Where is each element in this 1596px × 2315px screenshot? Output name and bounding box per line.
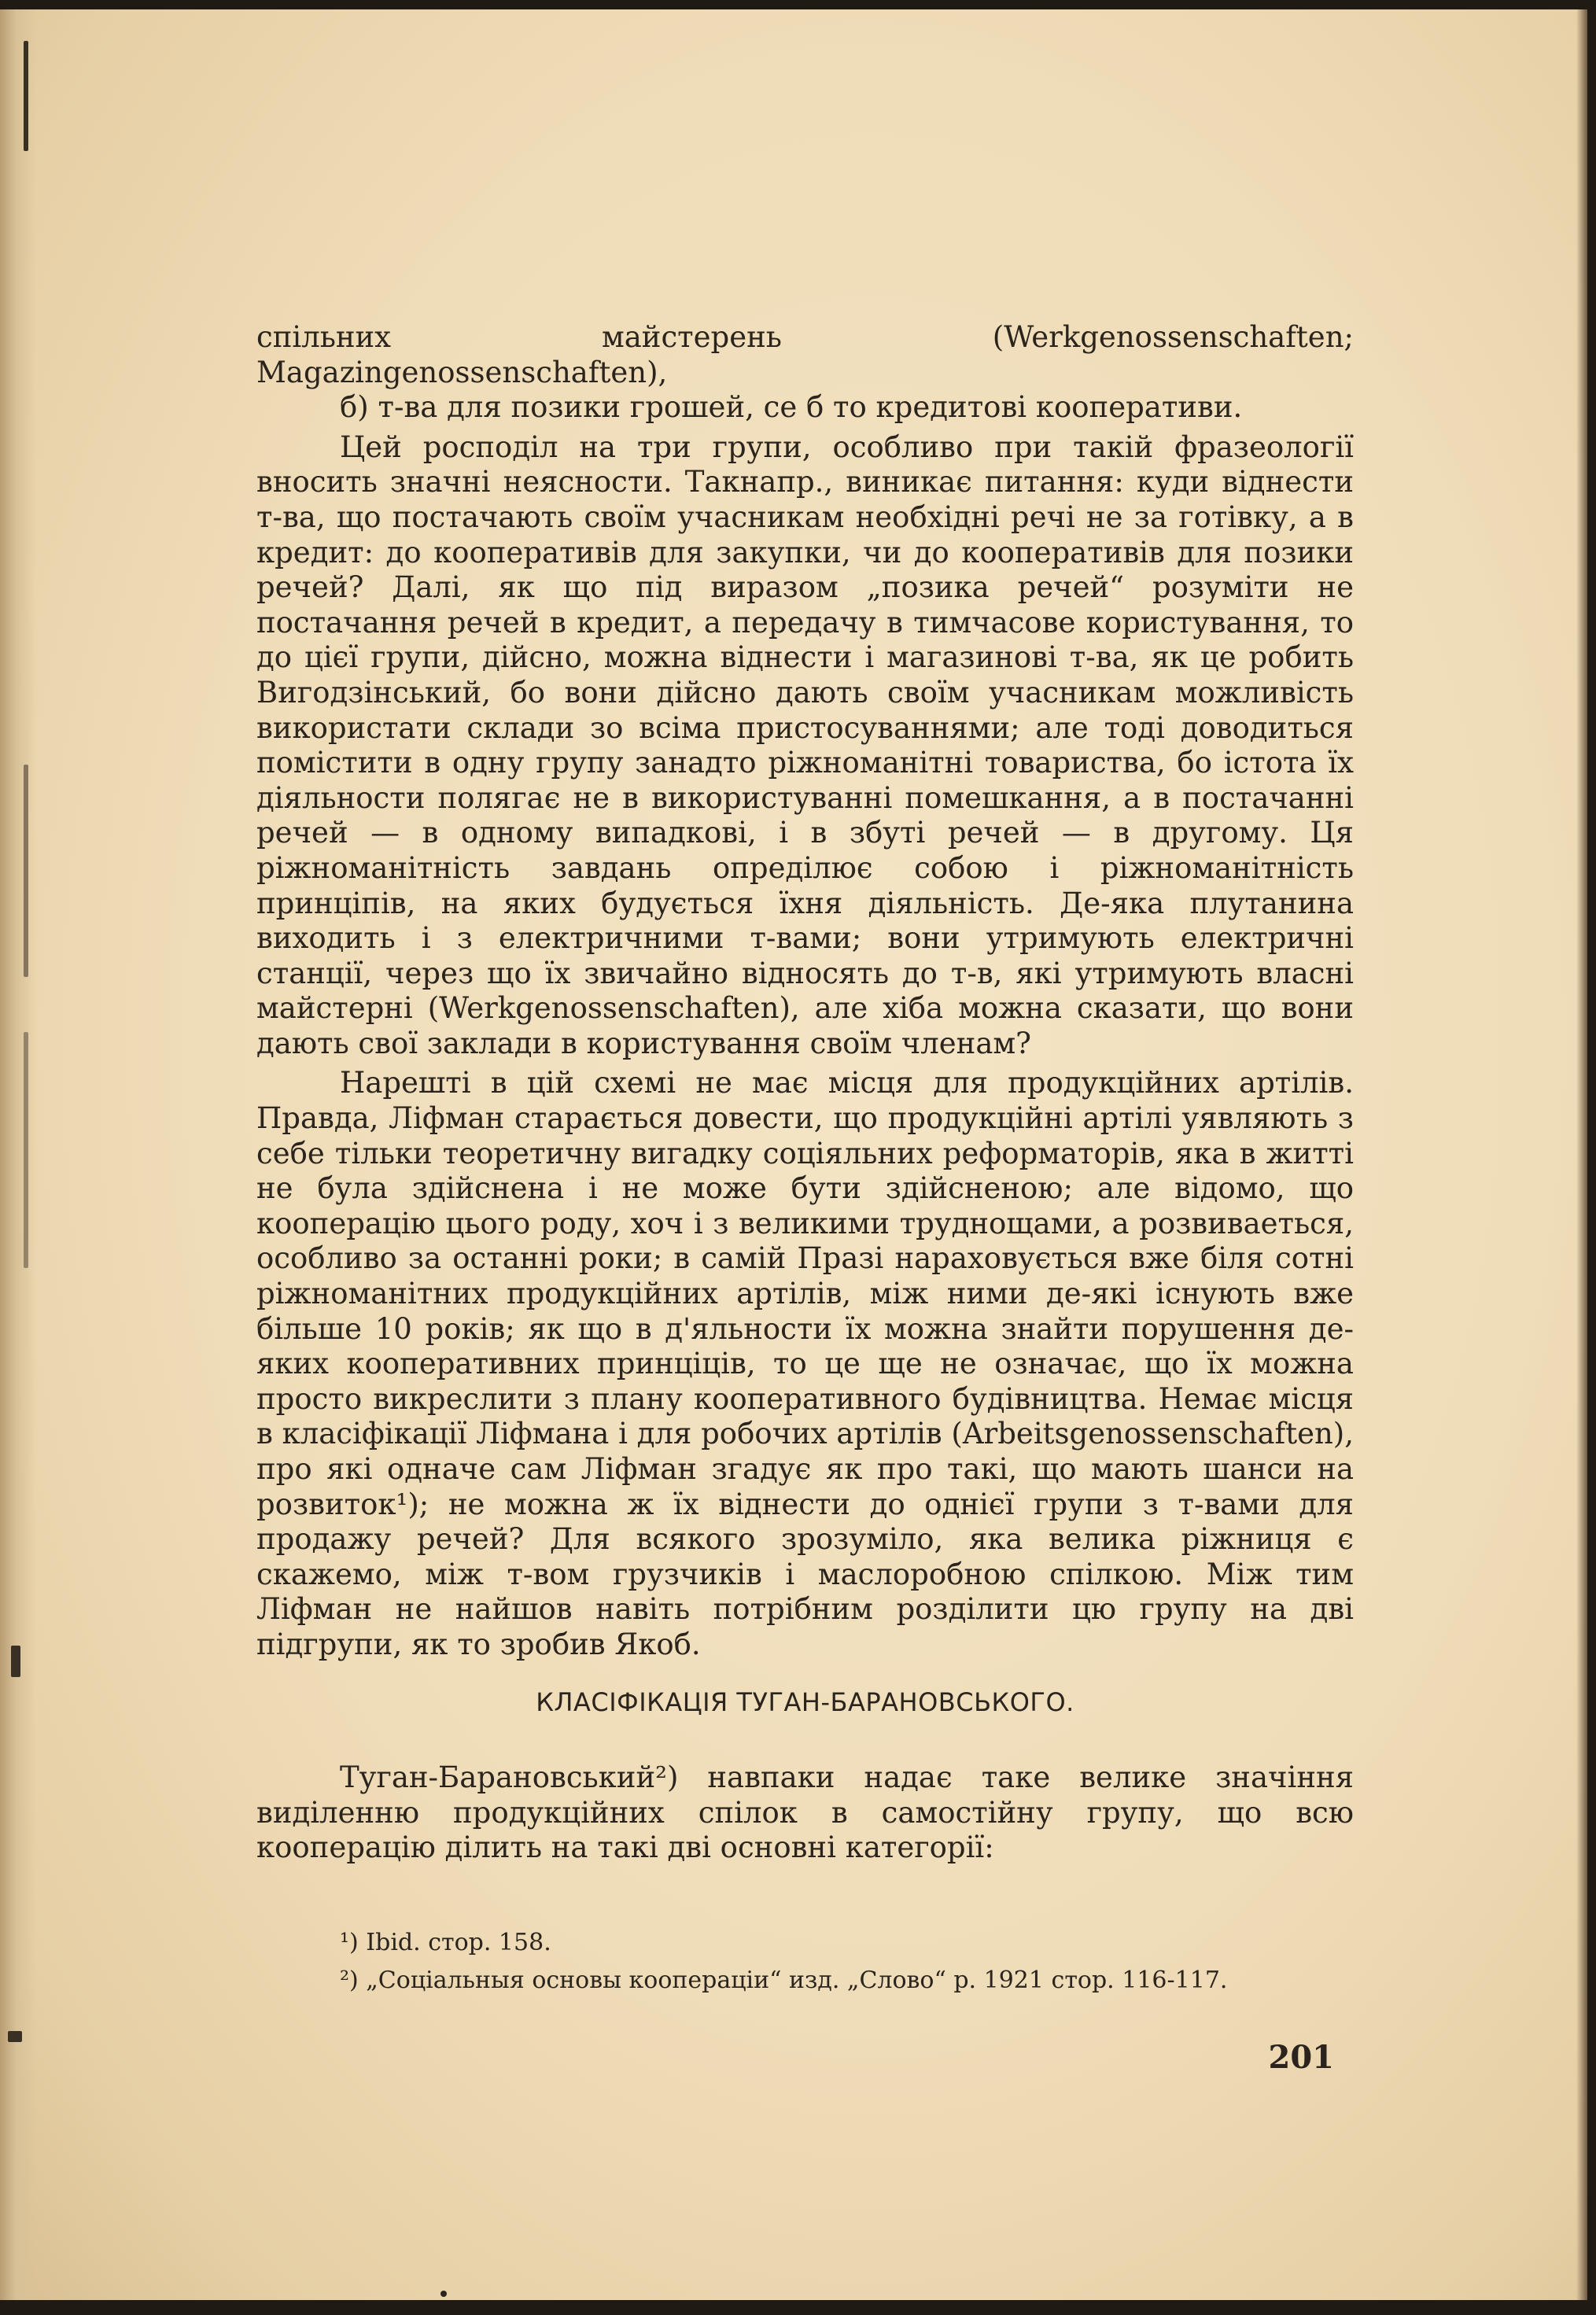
section-heading: КЛАСІФІКАЦІЯ ТУГАН-БАРАНОВСЬКОГО. <box>536 1687 1074 1717</box>
binding-mark <box>8 2031 22 2042</box>
paragraph: Туган-Барановський²) навпаки надає таке велике значіння виділенню продукційних спілок в самостійну групу, що всю кооперацію ділить на такі дві основні категорії: <box>256 1760 1354 1865</box>
paragraph: Нарешті в цій схемі не має місця для продукційних артілів. Правда, Ліфман старається довести, що продукційні артілі уявляють з себе тільки теоретичну вигадку соціяльних реформаторів, яка в житті не була здійснена і не може бути здійсненою; але відомо, що кооперацію цього роду, хоч і з великими труднощами, а розвиваеться, особливо за останні роки; в самій Празі нараховується вже біля сотні ріжноманітних продукційних артілів, між ними де-які існують вже більше 10 років; як що в д'яльности їх можна знайти порушення де-яких кооперативних принціців, то це ще не означає, що їх можна просто викреслити з плану кооперативного будівництва. Немає місця в класіфікації Ліфмана і для робочих артілів (Arbeitsgenossenschaften), про які одначе сам Ліфман згадує як про такі, що мають шанси на розвиток¹); не можна ж їх віднести до однієї групи з т-вами для продажу речей? Для всякого зрозуміло, яка велика ріжниця є скажемо, між т-вом грузчиків і маслоробною спілкою. Між тим Ліфман не найшов навіть потрібним розділити цю групу на дві підгрупи, як то зробив Якоб. <box>256 1066 1354 1661</box>
paragraph: Цей росподіл на три групи, особливо при такій фразеології вносить значні неясности. Такнапр., виникає питання: куди віднести т-ва, що постачають своїм учасникам необхідні речі не за готівку, а в кредит: до кооперативів для закупки, чи до кооперативів для позики речей? Далі, як що під виразом „позика речей“ розуміти не постачання речей в кредит, а передачу в тимчасове користування, то до цієї групи, дійсно, можна віднести і магазинові т-ва, як це робить Вигодзінський, бо вони дійсно дають своїм учасникам можливість використати склади зо всіма пристосуваннями; але тоді доводиться помістити в одну групу занадто ріжноманітні товариства, бо істота їх діяльности полягає не в використуванні помешкання, а в постачанні речей — в одному випадкові, і в збуті речей — в другому. Ця ріжноманітність завдань опреділює собою і ріжноманітність принціпів, на яких будується їхня діяльність. Де-яка плутанина виходить і з електричними т-вами; вони утримують електричні станції, через що їх звичайно відносять до т-в, які утримують власні майстерні (Werkgenossenschaften), але хіба можна сказати, що вони дають свої заклади в користування своїм членам? <box>256 429 1354 1060</box>
binding-mark <box>24 1032 28 1268</box>
binding-mark <box>24 765 28 977</box>
paragraph: б) т-ва для позики грошей, се б то кредитові кооперативи. <box>340 390 1243 425</box>
binding-mark <box>24 41 28 151</box>
footnotes <box>340 1924 1362 2000</box>
footnote: ¹) Ibid. стор. 158. <box>340 1929 551 1956</box>
binding-mark <box>11 1646 20 1677</box>
page-edge-shadow <box>1576 9 1587 2300</box>
book-page <box>0 9 1587 2300</box>
ink-speck <box>440 2291 447 2297</box>
section-text <box>256 1760 1354 1866</box>
footnote: ²) „Соціальныя основы коопераціи“ изд. „Слово“ р. 1921 стор. 116-117. <box>340 1967 1228 1994</box>
main-text <box>256 320 1354 1663</box>
page-binding-shadow <box>0 9 36 2300</box>
paragraph: спільних майстерень (Werkgenossenschaften; Magazingenossenschaften), <box>256 320 1354 389</box>
page-number: 201 <box>1268 2039 1334 2076</box>
